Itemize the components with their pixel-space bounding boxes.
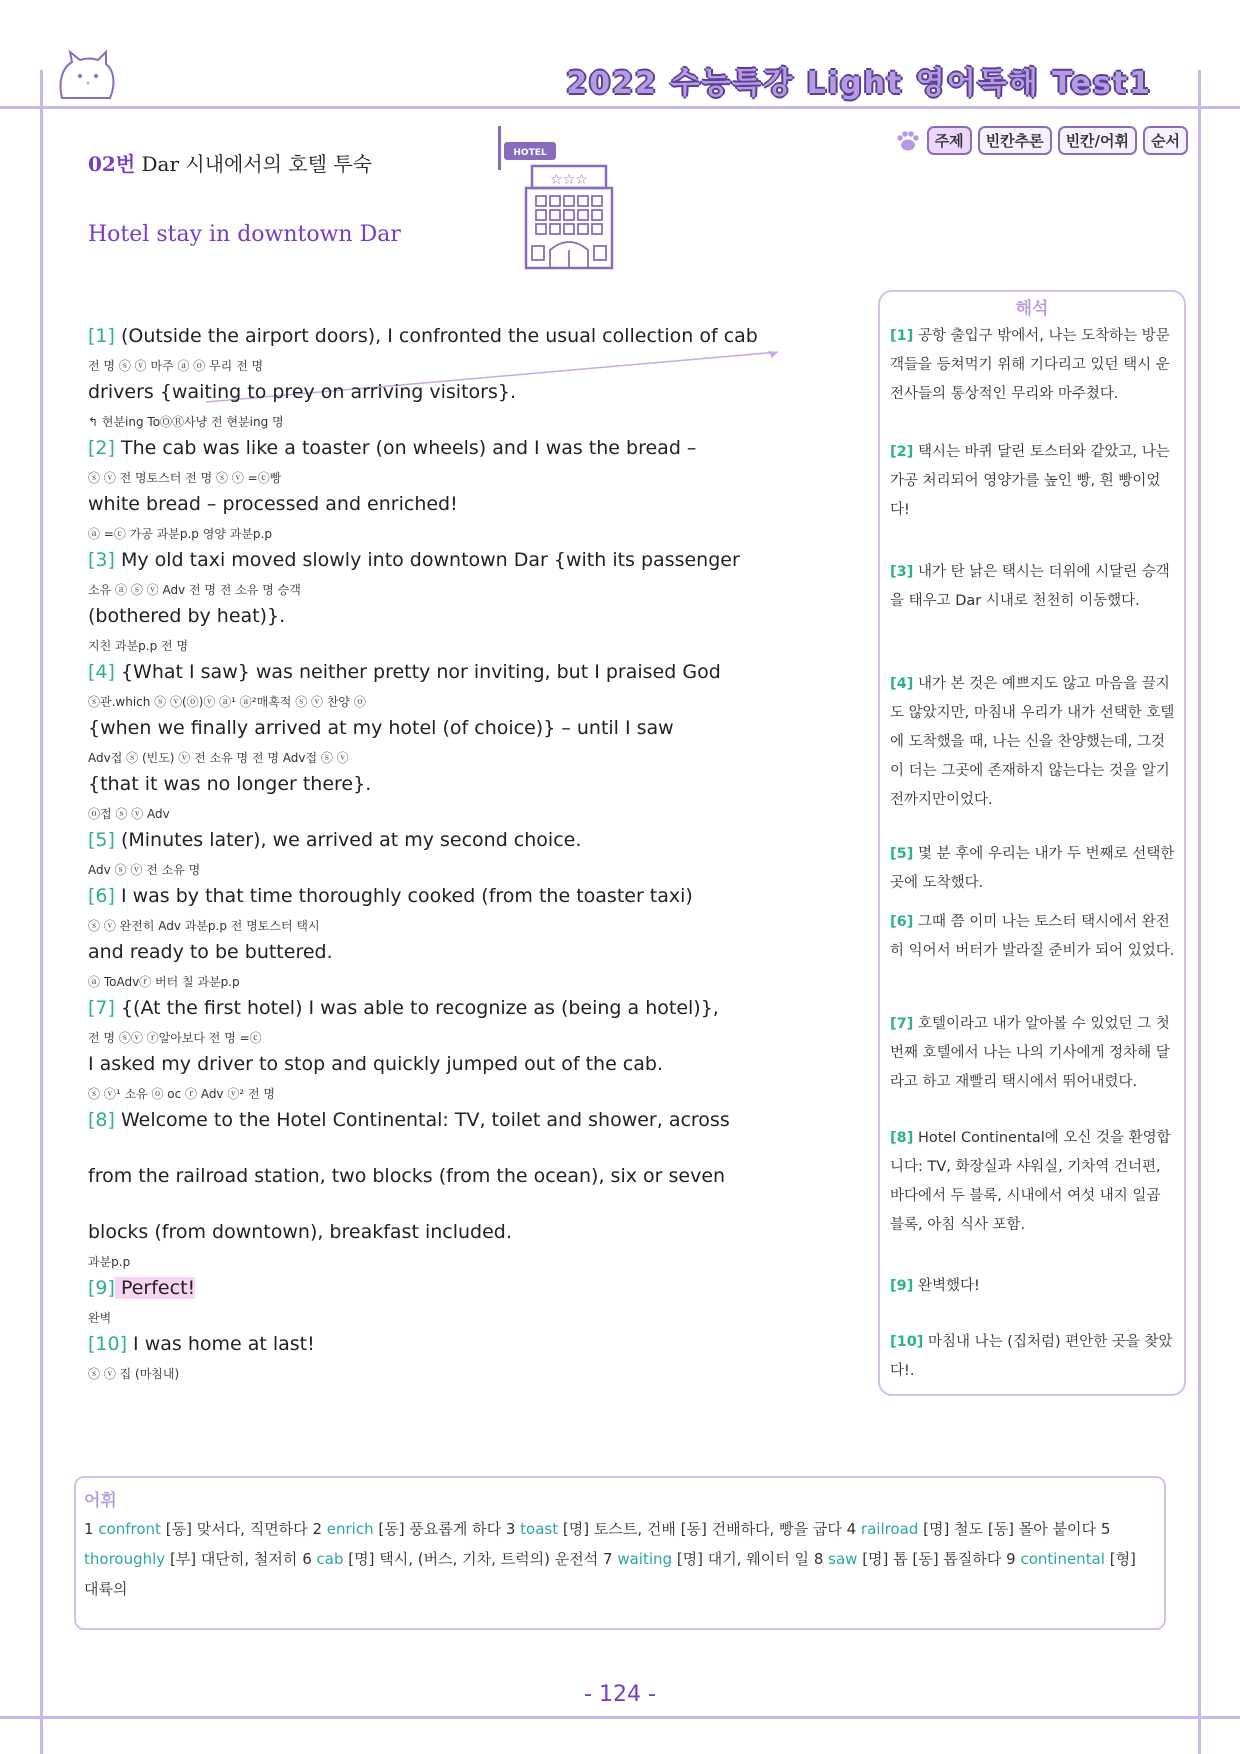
passage-line-7 [88,658,721,686]
sentence-number: [1] [88,325,115,347]
grammar-gloss: ⓐ =ⓒ 가공 과분p.p 영양 과분p.p [88,527,272,541]
passage-line-1 [88,322,758,350]
question-title-text: Dar 시내에서의 호텔 투숙 [141,152,372,176]
grammar-gloss: ⓢ ⓥ 집 (마침내) [88,1367,180,1381]
passage-text: I was by that time thoroughly cooked (from the toaster taxi) [114,885,693,907]
vocab-entry: 9 continental [형] 대륙의 [84,1550,1136,1598]
sentence-number: [4] [88,661,115,683]
translation-item-2: [2] 택시는 바퀴 달린 토스터와 같았고, 나는 가공 처리되어 영양가를 높인 빵, 흰 빵이었다! [890,444,1170,518]
grammar-gloss: ⓢ ⓥ¹ 소유 ⓞ oc ⓡ Adv ⓥ² 전 명 [88,1087,275,1101]
passage-line-11 [88,882,693,910]
passage-text: and ready to be buttered. [88,941,333,963]
tag-topic[interactable]: 주제 [927,126,972,155]
sentence-number: [6] [88,885,115,907]
frame-right-rule [1198,70,1201,1754]
passage-line-8 [88,714,674,742]
passage-line-14 [88,1050,663,1078]
hotel-sign-label: HOTEL [513,148,547,158]
passage-line-2 [88,378,516,406]
translation-heading: 해석 [1015,299,1049,319]
vocab-entry: 3 toast [명] 토스트, 건배 [동] 건배하다, 빵을 굽다 [505,1520,842,1538]
grammar-gloss: Adv ⓢ ⓥ 전 소유 명 [88,863,201,877]
passage-line-17 [88,1218,512,1246]
grammar-gloss: 과분p.p [88,1255,131,1269]
grammar-gloss: Adv접 ⓢ (빈도) ⓥ 전 소유 명 전 명 Adv접 ⓢ ⓥ [88,751,349,765]
translation-item-6: [6] 그때 쯤 이미 나는 토스터 택시에서 완전히 익어서 버터가 발라질 준비가 되어 있었다. [890,914,1175,959]
passage-text: (Outside the airport doors), I confronted the usual collection of cab [114,325,758,347]
passage-line-18 [88,1274,195,1302]
sentence-number: [3] [88,549,115,571]
passage-text: white bread – processed and enriched! [88,493,458,515]
frame-bottom-rule [0,1716,1240,1719]
passage-line-3 [88,434,696,462]
grammar-gloss: 지친 과분p.p 전 명 [88,639,189,653]
passage-text: (bothered by heat)}. [88,605,286,627]
question-number: 02번 [88,152,136,176]
passage-line-5 [88,546,740,574]
sentence-number: [10] [88,1333,128,1355]
question-title [88,148,372,177]
passage-text: {What I saw} was neither pretty nor inviting, but I praised God [114,661,721,683]
passage-text: {(At the first hotel) I was able to recognize as (being a hotel)}, [114,997,719,1019]
vocab-entry: 5 thoroughly [부] 대단히, 철저히 [84,1520,1111,1568]
passage-text: Welcome to the Hotel Continental: TV, toilet and shower, across [114,1109,730,1131]
grammar-gloss: 전 명 ⓢ ⓥ 마주 ⓐ ⓞ 무리 전 명 [88,359,264,373]
translation-item-10: [10] 마침내 나는 (집처럼) 편안한 곳을 찾았다!. [890,1334,1173,1379]
passage-line-4 [88,490,458,518]
passage-text: blocks (from downtown), breakfast included. [88,1221,512,1243]
passage-text: (Minutes later), we arrived at my second choice. [114,829,582,851]
vocab-entry: 6 cab [명] 택시, (버스, 기차, 트럭의) 운전석 [302,1550,599,1568]
tag-blank-vocab[interactable]: 빈칸/어휘 [1058,126,1137,155]
grammar-gloss: ⓢ ⓥ 전 명토스터 전 명 ⓢ ⓥ =ⓒ빵 [88,471,282,485]
tag-blank[interactable]: 빈칸추론 [978,126,1052,155]
passage-text: The cab was like a toaster (on wheels) and I was the bread – [114,437,697,459]
vocab-entry: 8 saw [명] 톱 [동] 톱질하다 [813,1550,1002,1568]
translation-item-4: [4] 내가 본 것은 예쁘지도 않고 마음을 끌지도 않았지만, 마침내 우리가 내가 선택한 호텔에 도착했을 때, 나는 신을 찬양했는데, 그것이 더는 그곳에 존재하지 않는다는 것을 알기 전까지만이었다. [890,676,1175,808]
translation-item-3: [3] 내가 탄 낡은 택시는 더위에 시달린 승객을 태우고 Dar 시내로 천천히 이동했다. [890,564,1170,609]
frame-top-rule [0,106,1240,109]
passage-line-9 [88,770,371,798]
grammar-gloss: ⓞ접 ⓢ ⓥ Adv [88,807,170,821]
tag-order[interactable]: 순서 [1143,126,1188,155]
passage-text: My old taxi moved slowly into downtown Dar {with its passenger [114,549,740,571]
translation-item-5: [5] 몇 분 후에 우리는 내가 두 번째로 선택한 곳에 도착했다. [890,846,1175,891]
passage-line-12 [88,938,333,966]
passage-line-15 [88,1106,730,1134]
svg-text:☆☆☆: ☆☆☆ [550,172,588,188]
grammar-gloss: 완벽 [88,1311,112,1325]
vocab-entry: 1 confront [동] 맞서다, 직면하다 [84,1520,308,1538]
grammar-gloss: ⓢ관.which ⓢ ⓥ(ⓞ)ⓥ ⓐ¹ ⓐ²매혹적 ⓢ ⓥ 찬양 ⓞ [88,695,366,709]
vocab-entry: 2 enrich [동] 풍요롭게 하다 [312,1520,502,1538]
vocabulary-heading: 어휘 [84,1491,117,1511]
vocabulary-list [84,1514,1154,1604]
translation-panel [878,290,1186,1396]
passage-line-6 [88,602,285,630]
passage-text: drivers {waiting to prey on arriving visitors}. [88,381,516,403]
header-title: 2022 수능특강 Light 영어독해 Test1 [566,66,1152,101]
passage-line-10 [88,826,581,854]
vocab-entry: 4 railroad [명] 철도 [동] 몰아 붙이다 [846,1520,1097,1538]
passage-text: from the railroad station, two blocks (from the ocean), six or seven [88,1165,726,1187]
cat-logo-icon [48,48,120,106]
frame-left-rule [40,70,43,1754]
grammar-gloss: ⓐ ToAdvⓡ 버터 칠 과분p.p [88,975,240,989]
hotel-building-icon [498,122,628,272]
passage-line-16 [88,1162,725,1190]
translation-item-7: [7] 호텔이라고 내가 알아볼 수 있었던 그 첫 번째 호텔에서 나는 나의 기사에게 정차해 달라고 하고 재빨리 택시에서 뛰어내렸다. [890,1016,1170,1090]
passage-subtitle: Hotel stay in downtown Dar [88,222,401,247]
grammar-gloss: 전 명 ⓢⓥ ⓡ알아보다 전 명 =ⓒ [88,1031,262,1045]
translation-item-9: [9] 완벽했다! [890,1278,980,1294]
paw-icon [895,130,921,152]
sentence-number: [9] [88,1277,115,1299]
vocabulary-box [74,1476,1166,1630]
grammar-gloss: 소유 ⓐ ⓢ ⓥ Adv 전 명 전 소유 명 승객 [88,583,301,597]
sentence-number: [2] [88,437,115,459]
question-type-tags [895,126,1188,155]
page-number: - 124 - [584,1682,656,1707]
vocab-entry: 7 waiting [명] 대기, 웨이터 일 [602,1550,810,1568]
sentence-number: [5] [88,829,115,851]
passage-text: I asked my driver to stop and quickly jumped out of the cab. [88,1053,663,1075]
passage-line-13 [88,994,719,1022]
translation-item-1: [1] 공항 출입구 밖에서, 나는 도착하는 방문객들을 등쳐먹기 위해 기다리고 있던 택시 운전사들의 통상적인 무리와 마주쳤다. [890,328,1170,402]
sentence-number: [8] [88,1109,115,1131]
sentence-number: [7] [88,997,115,1019]
passage-text: {when we finally arrived at my hotel (of choice)} – until I saw [88,717,674,739]
grammar-gloss: ⓢ ⓥ 완전히 Adv 과분p.p 전 명토스터 택시 [88,919,320,933]
passage-text: I was home at last! [127,1333,315,1355]
passage-line-19 [88,1330,315,1358]
passage-text: Perfect! [114,1277,196,1299]
passage-text: {that it was no longer there}. [88,773,372,795]
grammar-gloss: ↰ 현분ing ToⓄⓇ사냥 전 현분ing 명 [88,415,284,429]
translation-item-8: [8] Hotel Continental에 오신 것을 환영합니다: TV, 화장실과 샤워실, 기차역 건너편, 바다에서 두 블록, 시내에서 여섯 내지 일곱 블록, 아침 식사 포함. [890,1130,1171,1233]
